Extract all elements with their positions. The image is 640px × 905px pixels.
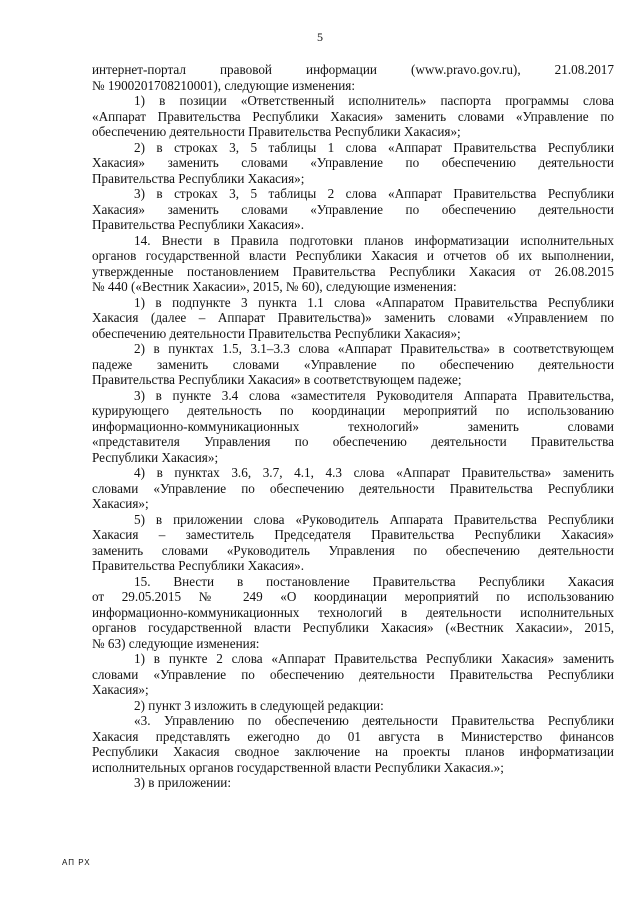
text-line: заменить словами «Руководитель Управления по обеспечению деятельности	[92, 542, 614, 558]
text-line: № 440 («Вестник Хакасии», 2015, № 60), следующие изменения:	[92, 279, 457, 294]
text-line: Правительства Республики Хакасия» в соответствующем падеже;	[92, 372, 462, 387]
text-line: Хакасия»;	[92, 496, 149, 511]
text-line: «3. Управлению по обеспечению деятельности Правительства Республики	[134, 713, 614, 728]
text-line: Хакасия»;	[92, 682, 149, 697]
text-line: 4) в пунктах 3.6, 3.7, 4.1, 4.3 слова «Аппарат Правительства» заменить	[134, 465, 614, 480]
text-line: 1) в пункте 2 слова «Аппарат Правительства Республики Хакасия» заменить	[134, 651, 614, 666]
text-line: 3) в строках 3, 5 таблицы 2 слова «Аппарат Правительства Республики	[134, 186, 614, 201]
text-line: информационно-коммуникационных технологий в деятельности исполнительных	[92, 604, 614, 620]
text-line: 3) в приложении:	[134, 775, 231, 790]
text-line: 1) в позиции «Ответственный исполнитель» паспорта программы слова	[134, 93, 614, 108]
text-line: органов государственной власти Республики Хакасия» («Вестник Хакасии», 2015,	[92, 620, 614, 635]
text-line: информационно-коммуникационных технологий» заменить словами	[92, 418, 614, 434]
text-line: обеспечению деятельности Правительства Республики Хакасия»;	[92, 124, 461, 139]
document-code: АП РХ	[62, 858, 91, 867]
text-line: Правительства Республики Хакасия»;	[92, 170, 305, 186]
text-line: 1) в подпункте 3 пункта 1.1 слова «Аппаратом Правительства Республики	[134, 294, 614, 310]
text-line: «представителя Управления по обеспечению деятельности Правительства	[92, 434, 614, 449]
text-line: курирующего деятельность по координации мероприятий по использованию	[92, 403, 614, 418]
text-line: 5) в приложении слова «Руководитель Аппарата Правительства Республики	[134, 511, 614, 527]
text-line: Правительства Республики Хакасия».	[92, 217, 305, 232]
text-line: интернет-портал правовой информации (www.pravo.gov.ru), 21.08.2017	[92, 62, 614, 77]
text-line: 2) пункт 3 изложить в следующей редакции:	[134, 697, 384, 713]
text-line: 2) в пунктах 1.5, 3.1–3.3 слова «Аппарат Правительства» в соответствующем	[134, 341, 614, 356]
text-line: утвержденные постановлением Правительства Республики Хакасия от 26.08.2015	[92, 263, 614, 279]
text-line: Хакасия (далее – Аппарат Правительства)» заменить словами «Управлением по	[92, 310, 614, 325]
text-line: от 29.05.2015 № 249 «О координации мероприятий по использованию	[92, 589, 614, 604]
text-line: 15. Внести в постановление Правительства Республики Хакасия	[134, 573, 614, 589]
document-body	[92, 62, 614, 791]
text-line: Республики Хакасия»;	[92, 449, 219, 465]
text-line: Хакасия представлять ежегодно до 01 августа в Министерство финансов	[92, 728, 614, 744]
text-line: исполнительных органов государственной власти Республики Хакасия.»;	[92, 759, 504, 775]
text-line: органов государственной власти Республики Хакасия и отчетов об их выполнении,	[92, 248, 614, 263]
page-number: 5	[317, 30, 323, 44]
text-line: Республики Хакасия сводное заключение на проекты планов информатизации	[92, 744, 614, 759]
text-line: № 1900201708210001), следующие изменения:	[92, 77, 356, 93]
text-line: Хакасия – заместитель Председателя Правительства Республики Хакасия»	[92, 527, 614, 542]
text-line: обеспечению деятельности Правительства Республики Хакасия»;	[92, 325, 461, 341]
text-line: словами «Управление по обеспечению деятельности Правительства Республики	[92, 666, 614, 682]
text-line: Правительства Республики Хакасия».	[92, 558, 305, 573]
text-line: Хакасия» заменить словами «Управление по обеспечению деятельности	[92, 201, 614, 217]
text-line: «Аппарат Правительства Республики Хакасия» заменить словами «Управление по	[92, 108, 614, 124]
text-line: падеже заменить словами «Управление по обеспечению деятельности	[92, 356, 614, 372]
text-line: Хакасия» заменить словами «Управление по обеспечению деятельности	[92, 155, 614, 170]
text-line: 3) в пункте 3.4 слова «заместителя Руководителя Аппарата Правительства,	[134, 387, 614, 403]
text-line: 2) в строках 3, 5 таблицы 1 слова «Аппарат Правительства Республики	[134, 139, 614, 155]
text-line: словами «Управление по обеспечению деятельности Правительства Республики	[92, 480, 614, 496]
text-line: № 63) следующие изменения:	[92, 635, 260, 651]
text-line: 14. Внести в Правила подготовки планов информатизации исполнительных	[134, 232, 614, 248]
